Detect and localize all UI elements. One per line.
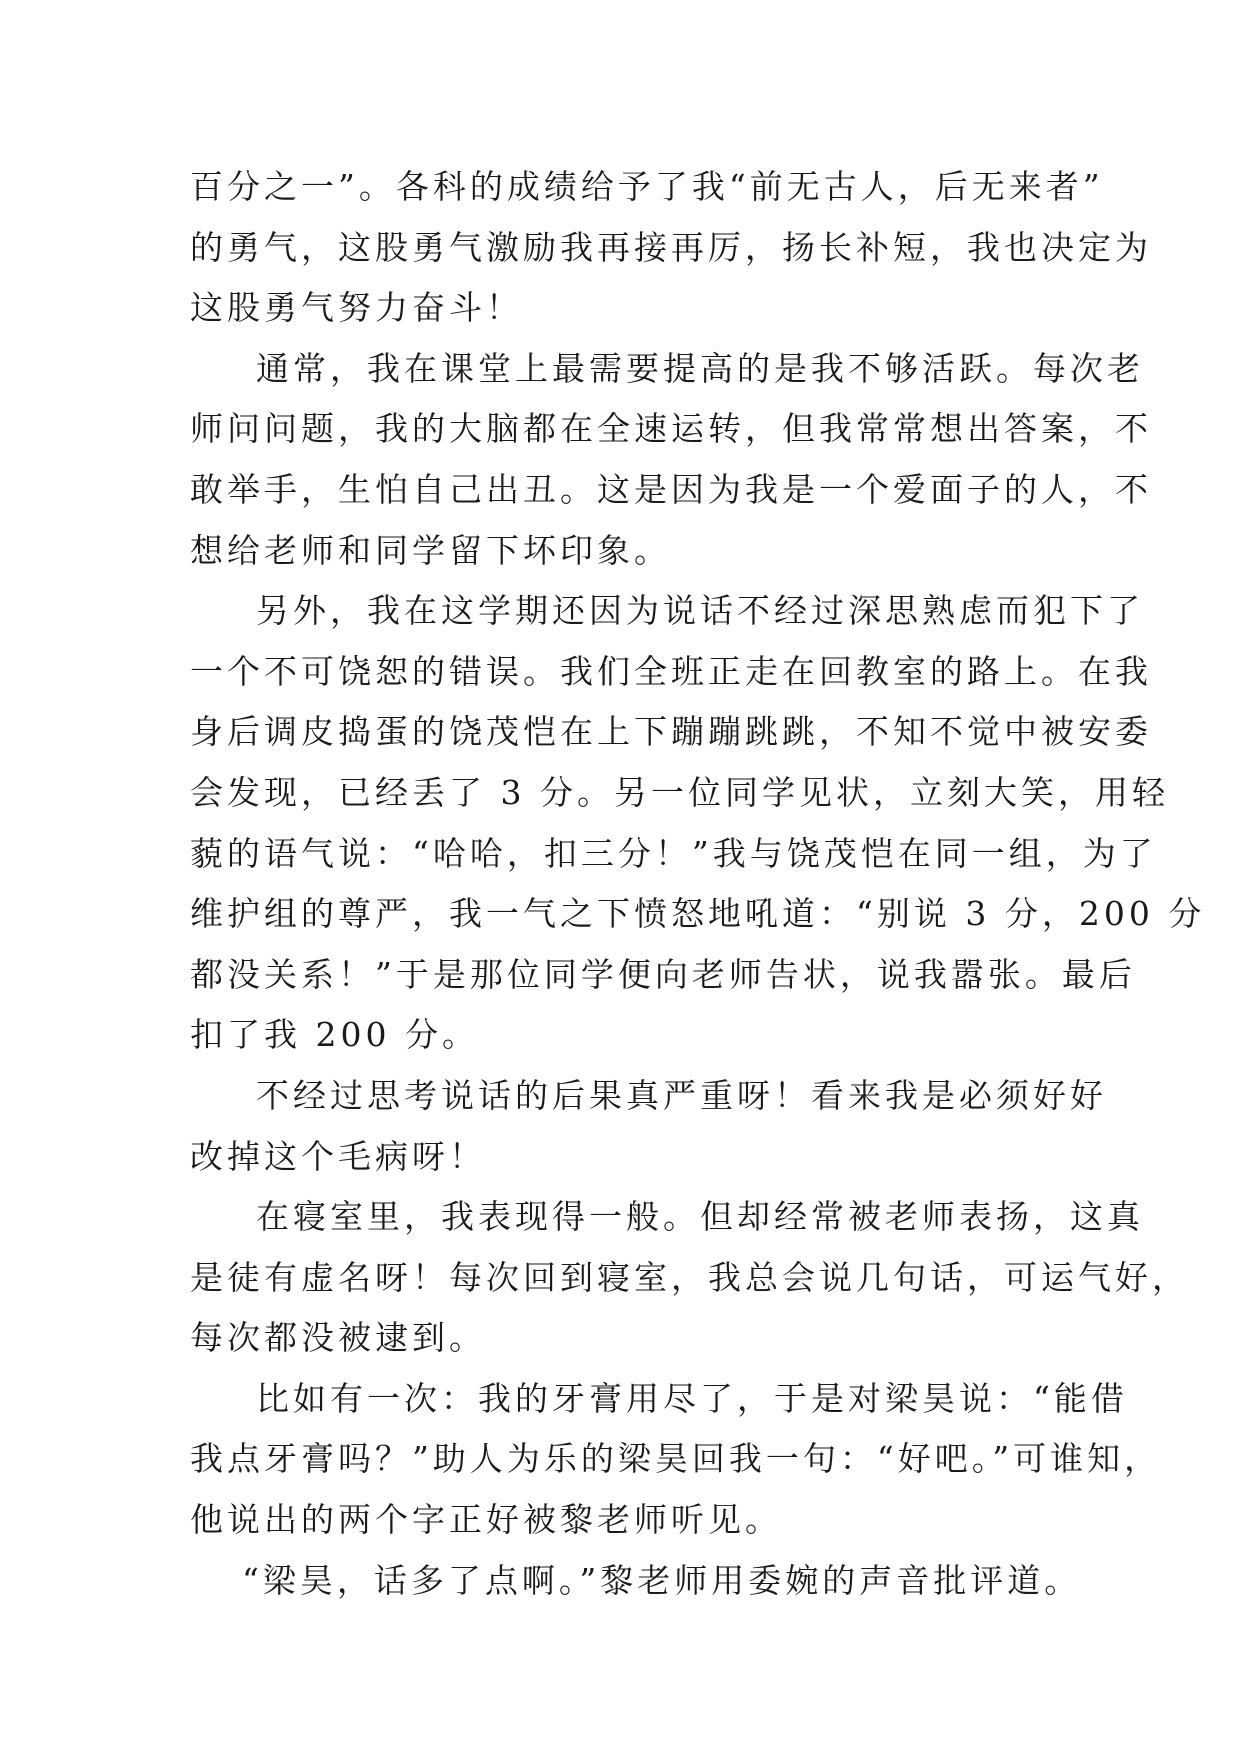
text-line: 是徒有虚名呀！每次回到寝室，我总会说几句话，可运气好， (190, 1257, 1189, 1297)
text-line: “梁昊，话多了点啊。”黎老师用委婉的声音批评道。 (242, 1560, 1082, 1600)
text-line: 扣了我 200 分。 (190, 1015, 479, 1055)
text-line: 另外，我在这学期还因为说话不经过深思熟虑而犯下了 (256, 591, 1144, 631)
text-line: 会发现，已经丢了 3 分。另一位同学见状，立刻大笑，用轻 (190, 772, 1169, 812)
text-line: 身后调皮捣蛋的饶茂恺在上下蹦蹦跳跳，不知不觉中被安委 (190, 712, 1152, 752)
text-line: 他说出的两个字正好被黎老师听见。 (190, 1500, 782, 1540)
text-line: 都没关系！”于是那位同学便向老师告状，说我嚣张。最后 (190, 954, 1136, 994)
text-line: 改掉这个毛病呀！ (190, 1136, 486, 1176)
text-line: 每次都没被逮到。 (190, 1318, 486, 1358)
text-line: 的勇气，这股勇气激励我再接再厉，扬长补短，我也决定为 (190, 227, 1152, 267)
text-line: 师问问题，我的大脑都在全速运转，但我常常想出答案，不 (190, 409, 1152, 449)
text-line: 敢举手，生怕自己出丑。这是因为我是一个爱面子的人，不 (190, 469, 1152, 509)
text-line: 维护组的尊严，我一气之下愤怒地吼道：“别说 3 分，200 分 (190, 894, 1206, 934)
text-line: 不经过思考说话的后果真严重呀！看来我是必须好好 (256, 1075, 1107, 1115)
text-line: 想给老师和同学留下坏印象。 (190, 530, 671, 570)
text-line: 一个不可饶恕的错误。我们全班正走在回教室的路上。在我 (190, 651, 1152, 691)
text-line: 我点牙膏吗？”助人为乐的梁昊回我一句：“好吧。”可谁知， (190, 1439, 1162, 1479)
text-line: 通常，我在课堂上最需要提高的是我不够活跃。每次老 (256, 348, 1144, 388)
text-line: 藐的语气说：“哈哈，扣三分！”我与饶茂恺在同一组，为了 (190, 833, 1157, 873)
body-text (190, 157, 1206, 1611)
text-line: 比如有一次：我的牙膏用尽了，于是对梁昊说：“能借 (256, 1378, 1128, 1418)
text-line: 在寝室里，我表现得一般。但却经常被老师表扬，这真 (256, 1197, 1144, 1237)
text-line: 百分之一”。各科的成绩给予了我“前无古人，后无来者” (190, 167, 1104, 206)
text-line: 这股勇气努力奋斗！ (190, 288, 523, 328)
